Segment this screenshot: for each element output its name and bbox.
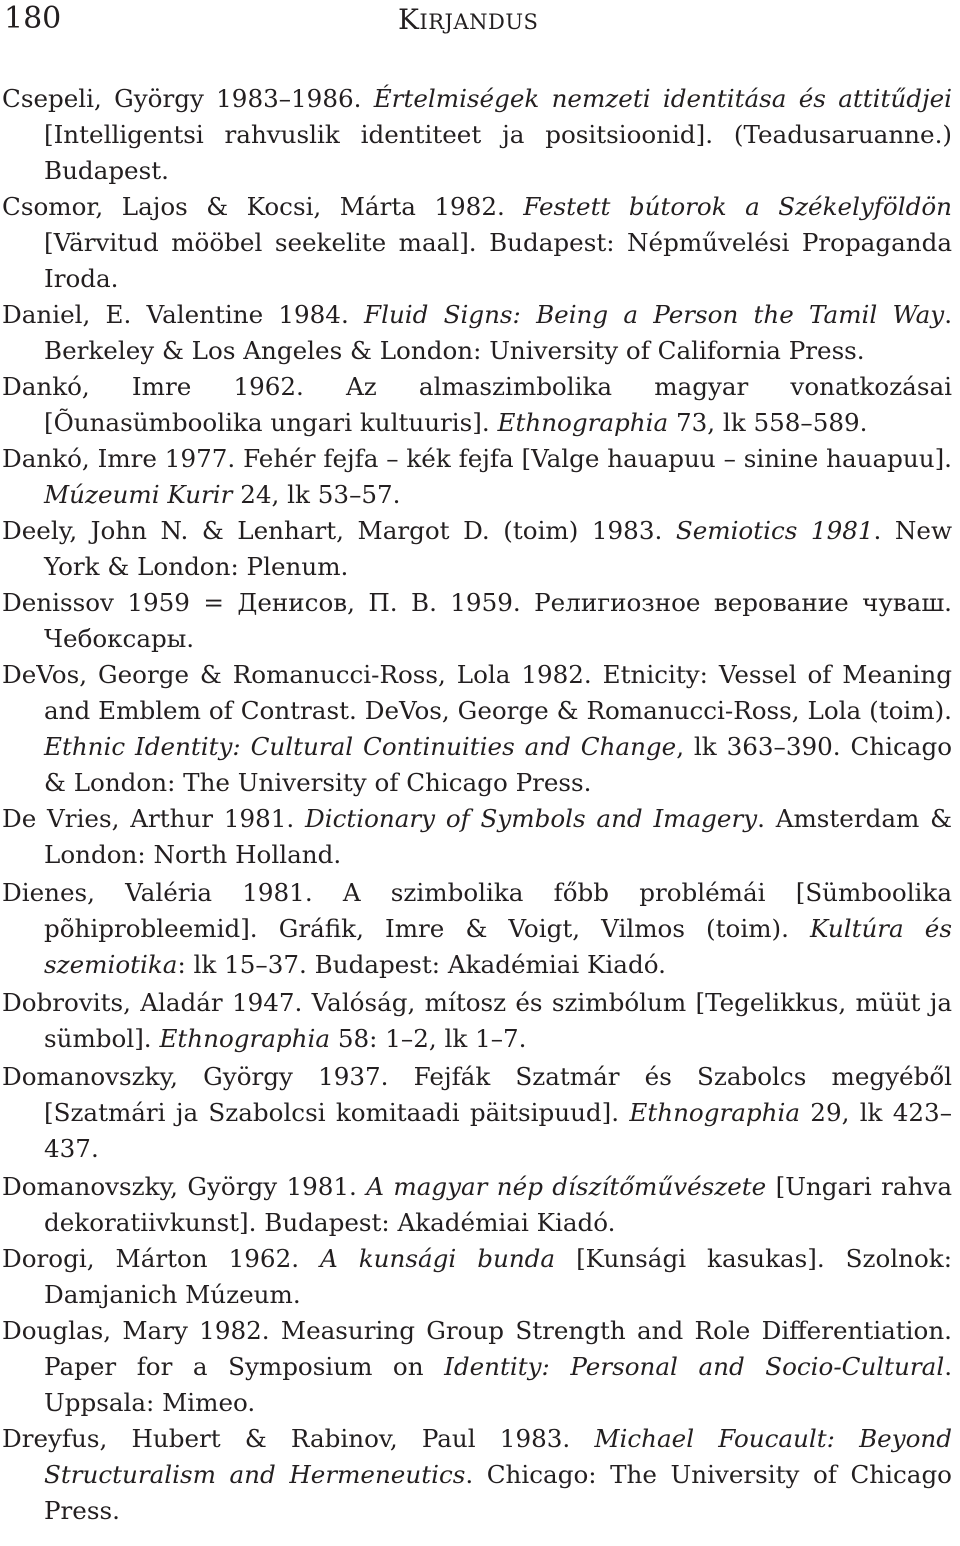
- entry-lead: Dreyfus, Hubert & Rabinov, Paul 1983.: [2, 1424, 595, 1453]
- entry-lead: Csomor, Lajos & Kocsi, Márta 1982.: [2, 192, 524, 221]
- entry-lead: Csepeli, György 1983–1986.: [2, 84, 374, 113]
- entry-lead: Dankó, Imre 1962. Az almaszimbolika magyar vonatkozásai [Õunasümboolika ungari kultuuris].: [2, 372, 952, 437]
- entry-lead: Dorogi, Márton 1962.: [2, 1244, 321, 1273]
- entry-title: Ethnic Identity: Cultural Continuities and Change: [44, 732, 677, 761]
- bibliography-entry: [2, 441, 952, 513]
- bibliography-entry: [2, 1169, 952, 1241]
- bibliography-entry: [2, 189, 952, 297]
- entry-title: Fluid Signs: Being a Person the Tamil Way: [364, 300, 945, 329]
- entry-lead: Dankó, Imre 1977. Fehér fejfa – kék fejfa [Valge hauapuu – sinine hauapuu].: [2, 444, 952, 473]
- entry-title: A kunsági bunda: [320, 1244, 556, 1273]
- entry-lead: De Vries, Arthur 1981.: [2, 804, 306, 833]
- entry-lead: Dienes, Valéria 1981. A szimbolika főbb problémái [Sümboolika põhiprobleemid]. Gráfik, Imre & Voigt, Vilmos (toim).: [2, 878, 952, 943]
- entry-rest: 73, lk 558–589.: [668, 408, 868, 437]
- entry-rest: . New York & London: Plenum.: [44, 516, 952, 581]
- entry-rest: [Värvitud mööbel seekelite maal]. Budapest: Népművelési Propaganda Iroda.: [44, 228, 952, 293]
- running-head-initial: K: [398, 3, 420, 36]
- entry-rest: 24, lk 53–57.: [232, 480, 401, 509]
- bibliography-entry: [2, 657, 952, 801]
- entry-rest: . Amsterdam & London: North Holland.: [44, 804, 952, 869]
- entry-title: A magyar nép díszítőművészete: [366, 1172, 767, 1201]
- entry-title: Ethnographia: [629, 1098, 800, 1127]
- page-header: [0, 0, 960, 44]
- entry-title: Múzeumi Kurir: [44, 480, 233, 509]
- entry-lead: Daniel, E. Valentine 1984.: [2, 300, 365, 329]
- running-head: [398, 2, 538, 40]
- entry-title: Festett bútorok a Székelyföldön: [523, 192, 952, 221]
- page-number: 180: [4, 1, 62, 36]
- entry-lead: Dobrovits, Aladár 1947. Valóság, mítosz és szimbólum [Tegelikkus, müüt ja sümbol].: [2, 988, 952, 1053]
- entry-rest: . Berkeley & Los Angeles & London: University of California Press.: [44, 300, 953, 365]
- entry-lead: Domanovszky, György 1981.: [2, 1172, 367, 1201]
- entry-title: Identity: Personal and Socio-Cultural: [444, 1352, 945, 1381]
- bibliography-entry: [2, 1421, 952, 1529]
- entry-title: Semiotics 1981: [675, 516, 874, 545]
- running-head-rest: IRJANDUS: [419, 10, 539, 34]
- bibliography-entry: [2, 297, 952, 369]
- entry-rest: . Uppsala: Mimeo.: [44, 1352, 953, 1417]
- entry-rest: 58: 1–2, lk 1–7.: [330, 1024, 527, 1053]
- bibliography-entry: [2, 875, 952, 983]
- entry-rest: [Kunsági kasukas]. Szolnok: Damjanich Múzeum.: [44, 1244, 952, 1309]
- entry-rest: 29, lk 423–437.: [44, 1098, 952, 1163]
- bibliography-entry: [2, 369, 952, 441]
- bibliography-entry: [2, 1059, 952, 1167]
- entry-rest: . Chicago: The University of Chicago Press.: [44, 1460, 952, 1525]
- entry-rest: , lk 363–390. Chicago & London: The University of Chicago Press.: [44, 732, 952, 797]
- entry-rest: [Intelligentsi rahvuslik identiteet ja positsioonid]. (Teadusaruanne.) Budapest.: [44, 120, 952, 185]
- bibliography-entry: [2, 585, 952, 657]
- entry-title: Kultúra és szemiotika: [44, 914, 952, 979]
- bibliography-entry: [2, 1313, 952, 1421]
- entry-lead: DeVos, George & Romanucci-Ross, Lola 1982. Etnicity: Vessel of Meaning and Emblem of Contrast. DeVos, George & Romanucci-Ross, Lola (toim).: [2, 660, 952, 725]
- bibliography-entry: [2, 801, 952, 873]
- entry-title: Michael Foucault: Beyond Structuralism and Hermeneutics: [44, 1424, 952, 1489]
- bibliography-entry: [2, 513, 952, 585]
- bibliography-entry: [2, 985, 952, 1057]
- entry-title: Értelmiségek nemzeti identitása és attitűdjei: [373, 84, 952, 113]
- entry-title: Dictionary of Symbols and Imagery: [305, 804, 758, 833]
- entry-lead: Douglas, Mary 1982. Measuring Group Strength and Role Differentiation. Paper for a Symposium on: [2, 1316, 952, 1381]
- entry-rest: [Ungari rahva dekoratiivkunst]. Budapest: Akadémiai Kiadó.: [44, 1172, 952, 1237]
- bibliography-entry: [2, 1241, 952, 1313]
- entry-lead: Deely, John N. & Lenhart, Margot D. (toim) 1983.: [2, 516, 676, 545]
- entry-lead: Domanovszky, György 1937. Fejfák Szatmár és Szabolcs megyéből [Szatmári ja Szabolcsi komitaadi päitsipuud].: [2, 1062, 952, 1127]
- entry-lead: Denissov 1959 = Денисов, П. В. 1959. Религиозное верование чуваш. Чебоксары.: [2, 588, 952, 653]
- entry-rest: : lk 15–37. Budapest: Akadémiai Kiadó.: [177, 950, 666, 979]
- bibliography-list: [2, 81, 952, 1529]
- bibliography-entry: [2, 81, 952, 189]
- entry-title: Ethnographia: [497, 408, 669, 437]
- entry-title: Ethnographia: [159, 1024, 331, 1053]
